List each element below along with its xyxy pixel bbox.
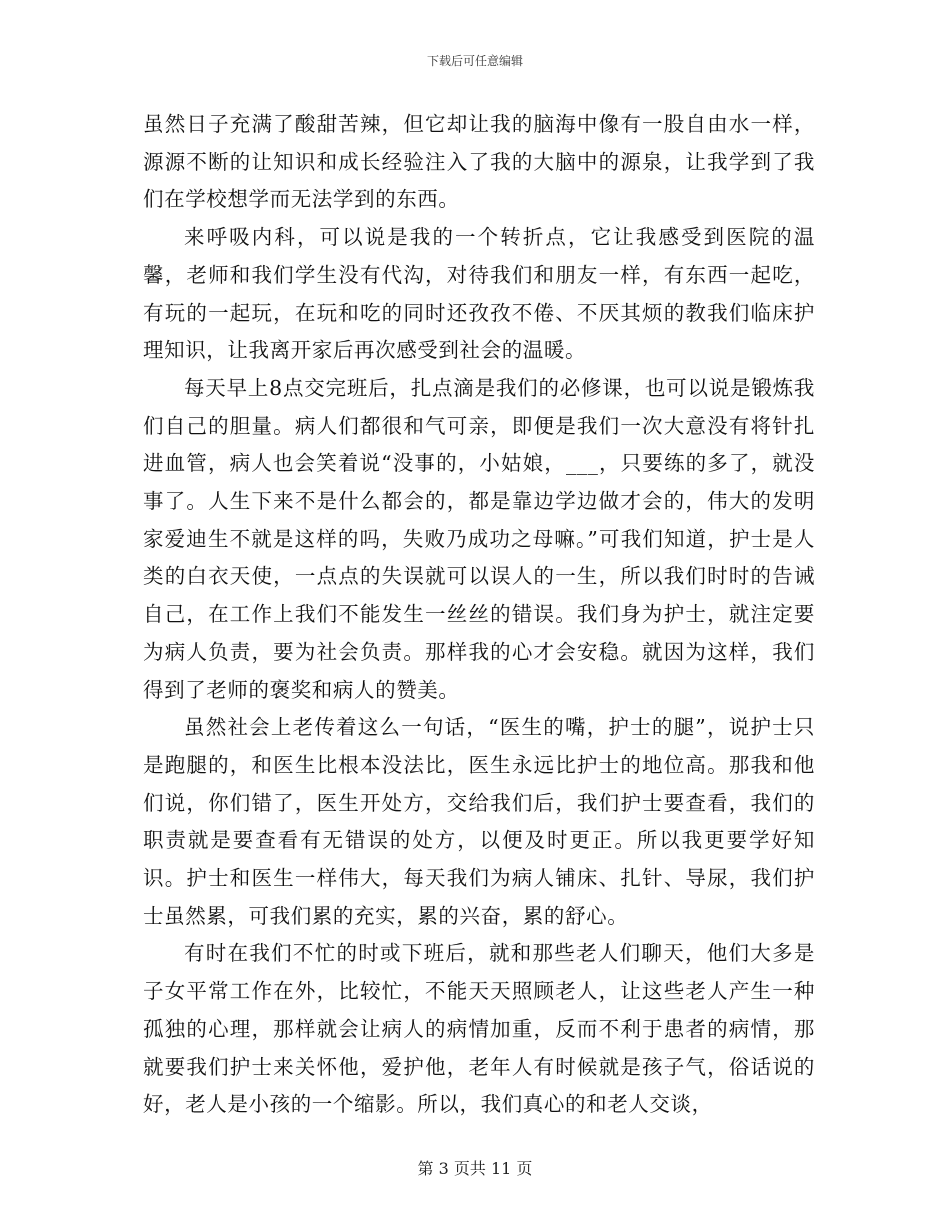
page-header-note: 下载后可任意编辑	[426, 54, 523, 68]
paragraph-5: 有时在我们不忙的时或下班后，就和那些老人们聊天，他们大多是子女平常工作在外，比较忙，不能天天照顾老人，让这些老人产生一种孤独的心理，那样就会让病人的病情加重，反而不利于患者的病情，那就要我们护士来关怀他，爱护他，老年人有时候就是孩子气，俗话说的好，老人是小孩的一个缩影。所以，我们真心的和老人交谈，	[143, 941, 815, 1117]
document-body	[143, 106, 815, 1124]
paragraph-1: 虽然日子充满了酸甜苦辣，但它却让我的脑海中像有一股自由水一样，源源不断的让知识和成长经验注入了我的大脑中的源泉，让我学到了我们在学校想学而无法学到的东西。	[143, 112, 815, 212]
paragraph-2: 来呼吸内科，可以说是我的一个转折点，它让我感受到医院的温馨，老师和我们学生没有代沟，对待我们和朋友一样，有东西一起吃，有玩的一起玩，在玩和吃的同时还孜孜不倦、不厌其烦的教我们临床护理知识，让我离开家后再次感受到社会的温暖。	[143, 225, 815, 363]
paragraph-3: 每天早上8点交完班后，扎点滴是我们的必修课，也可以说是锻炼我们自己的胆量。病人们都很和气可亲，即便是我们一次大意没有将针扎进血管，病人也会笑着说“没事的，小姑娘，___，只要练的多了，就没事了。人生下来不是什么都会的，都是靠边学边做才会的，伟大的发明家爱迪生不就是这样的吗，失败乃成功之母嘛。”可我们知道，护士是人类的白衣天使，一点点的失误就可以误人的一生，所以我们时时的告诫自己，在工作上我们不能发生一丝丝的错误。我们身为护士，就注定要为病人负责，要为社会负责。那样我的心才会安稳。就因为这样，我们得到了老师的褒奖和病人的赞美。	[143, 375, 815, 702]
paragraph-4: 虽然社会上老传着这么一句话，“医生的嘴，护士的腿”，说护士只是跑腿的，和医生比根本没法比，医生永远比护士的地位高。那我和他们说，你们错了，医生开处方，交给我们后，我们护士要查看，我们的职责就是要查看有无错误的处方，以便及时更正。所以我更要学好知识。护士和医生一样伟大，每天我们为病人铺床、扎针、导尿，我们护士虽然累，可我们累的充实，累的兴奋，累的舒心。	[143, 715, 815, 928]
page-number: 第 3 页共 11 页	[417, 1159, 533, 1178]
